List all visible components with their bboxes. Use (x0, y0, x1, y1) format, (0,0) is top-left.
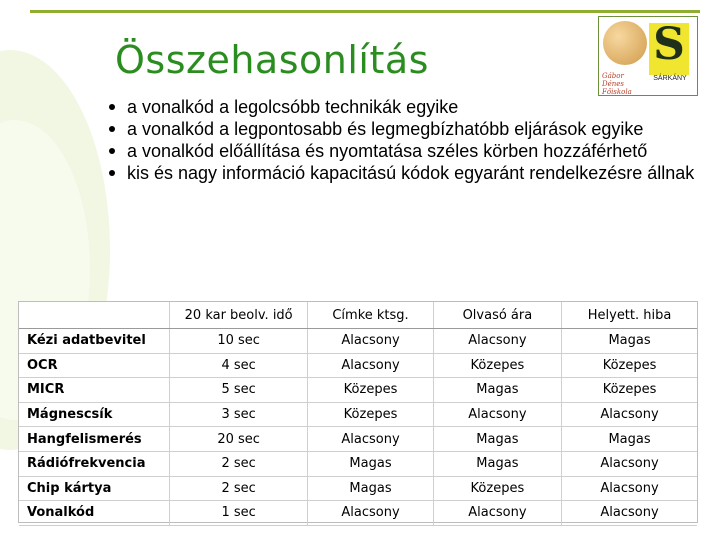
bullet-item: a vonalkód a legolcsóbb technikák egyike (25, 96, 705, 118)
bullet-dot-icon (109, 104, 115, 110)
slide-title: Összehasonlítás (115, 38, 429, 82)
logo-right-text: SÁRKÁNY (653, 75, 687, 82)
bullet-list (25, 96, 705, 184)
column-header-read-time: 20 kar beolv. idő (169, 302, 307, 329)
top-rule (30, 10, 700, 13)
comparison-table (19, 302, 697, 526)
bullet-dot-icon (109, 170, 115, 176)
column-header-empty (19, 302, 169, 329)
logo-left-text: Gábor Dénes Főiskola (602, 72, 632, 96)
column-header-substitution-error: Helyett. hiba (562, 302, 697, 329)
bullet-item: a vonalkód a legpontosabb és legmegbízhatóbb eljárások egyike (25, 118, 705, 140)
table-header-row (19, 302, 697, 329)
table-row: Kézi adatbevitel 10 sec Alacsony Alacsony Magas (19, 329, 697, 354)
table-row: OCR 4 sec Alacsony Közepes Közepes (19, 353, 697, 378)
column-header-reader-price: Olvasó ára (433, 302, 561, 329)
bullet-dot-icon (109, 126, 115, 132)
bullet-dot-icon (109, 148, 115, 154)
table-row: MICR 5 sec Közepes Magas Közepes (19, 378, 697, 403)
table-row: Chip kártya 2 sec Magas Közepes Alacsony (19, 476, 697, 501)
table-row: Vonalkód 1 sec Alacsony Alacsony Alacsony (19, 501, 697, 526)
bullet-item: a vonalkód előállítása és nyomtatása széles körben hozzáférhető (25, 140, 705, 162)
logo-mark: S (653, 19, 685, 70)
table-row: Rádiófrekvencia 2 sec Magas Magas Alacsony (19, 451, 697, 476)
column-header-label-cost: Címke ktsg. (308, 302, 433, 329)
coin-logo-icon (603, 21, 647, 65)
table-row: Mágnescsík 3 sec Közepes Alacsony Alacsony (19, 402, 697, 427)
logo (598, 16, 698, 96)
bullet-item: kis és nagy információ kapacitású kódok egyaránt rendelkezésre állnak (25, 162, 705, 184)
table-row: Hangfelismerés 20 sec Alacsony Magas Magas (19, 427, 697, 452)
comparison-table-container (18, 301, 698, 523)
